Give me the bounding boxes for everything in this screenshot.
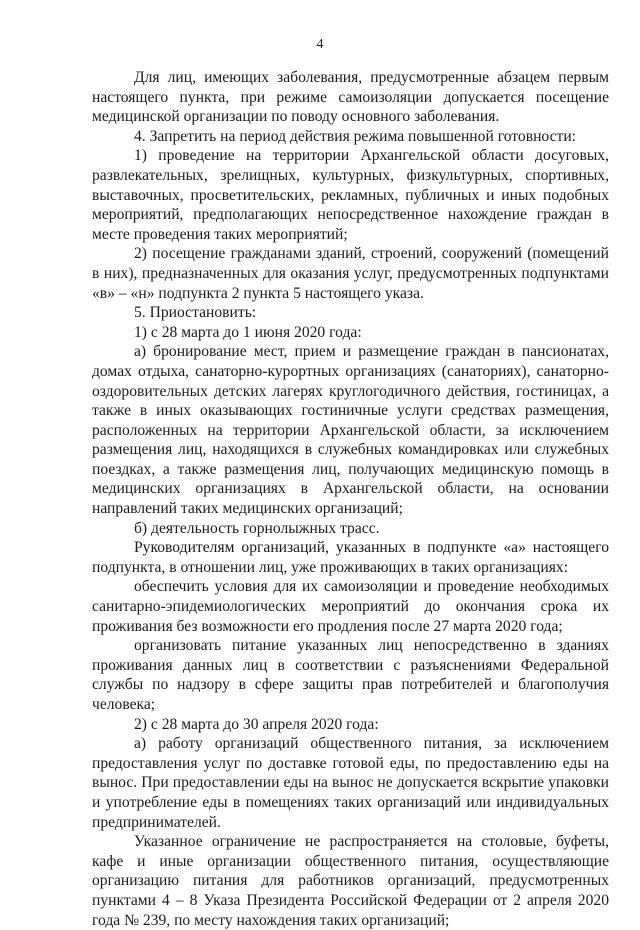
paragraph-self-isolation-medical-visit: Для лиц, имеющих заболевания, предусмотренные абзацем первым настоящего пункта, при режиме самоизоляции допускается посещение медицинской организации по поводу основного заболевания.: [92, 69, 609, 126]
page-number: 4: [316, 37, 324, 52]
paragraph-restriction-exception: Указанное ограничение не распространяется на столовые, буфеты, кафе и иные организации общественного питания, осуществляющие организацию питания для работников организаций, предусмотренных пунктами 4 – 8 Указа Президента Российской Федерации от 2 апреля 2020 года № 239, по месту нахождения таких организаций;: [92, 833, 609, 929]
paragraph-organize-meals: организовать питание указанных лиц непосредственно в зданиях проживания данных лиц в соответствии с разъяснениями Федеральной службы по надзору в сфере защиты прав потребителей и благополучия человека;: [92, 637, 609, 713]
paragraph-item-5-1-a-lodging: а) бронирование мест, прием и размещение граждан в пансионатах, домах отдыха, санаторно-курортных организациях (санаториях), санаторно-оздоровительных детских лагерях круглогодичного действия, гостиницах, а также в иных оказывающих гостиничные услуги средствах размещения, расположенных на территории Архангельской области, за исключением размещения лиц, находящихся в служебных командировках или служебных поездках, а также размещения лиц, получающих медицинскую помощь в медицинских организациях в Архангельской области, на основании направлений таких медицинских организаций;: [92, 343, 609, 518]
paragraph-item-5-1-b-ski: б) деятельность горнолыжных трасс.: [134, 519, 380, 537]
paragraph-ensure-isolation: обеспечить условия для их самоизоляции и проведение необходимых санитарно-эпидемиологических мероприятий до окончания срока их проживания без возможности его продления после 27 марта 2020 года;: [92, 578, 609, 635]
paragraph-item-4-2-buildings: 2) посещение гражданами зданий, строений, сооружений (помещений в них), предназначенных для оказания услуг, предусмотренных подпунктами «в» – «н» подпункта 2 пункта 5 настоящего указа.: [92, 245, 609, 302]
paragraph-item-5-suspend: 5. Приостановить:: [134, 304, 257, 322]
paragraph-item-4-1-events: 1) проведение на территории Архангельской области досуговых, развлекательных, зрелищных, культурных, физкультурных, спортивных, выставочных, просветительских, рекламных, публичных и иных подобных мероприятий, предполагающих непосредственное нахождение граждан в месте проведения таких мероприятий;: [92, 147, 609, 243]
document-body: [92, 68, 609, 930]
paragraph-managers-obligations: Руководителям организаций, указанных в подпункте «а» настоящего подпункта, в отношении лиц, уже проживающих в таких организациях:: [92, 539, 609, 576]
paragraph-item-5-2-period: 2) с 28 марта до 30 апреля 2020 года:: [134, 715, 379, 733]
paragraph-item-4-prohibit: 4. Запретить на период действия режима повышенной готовности:: [134, 127, 577, 145]
paragraph-item-5-2-a-catering: а) работу организаций общественного питания, за исключением предоставления услуг по доставке готовой еды, по предоставлению еды на вынос. При предоставлении еды на вынос не допускается вскрытие упаковки и употребление еды в помещениях таких организаций или индивидуальных предпринимателей.: [92, 735, 609, 831]
paragraph-item-5-1-period: 1) с 28 марта до 1 июня 2020 года:: [134, 323, 362, 341]
